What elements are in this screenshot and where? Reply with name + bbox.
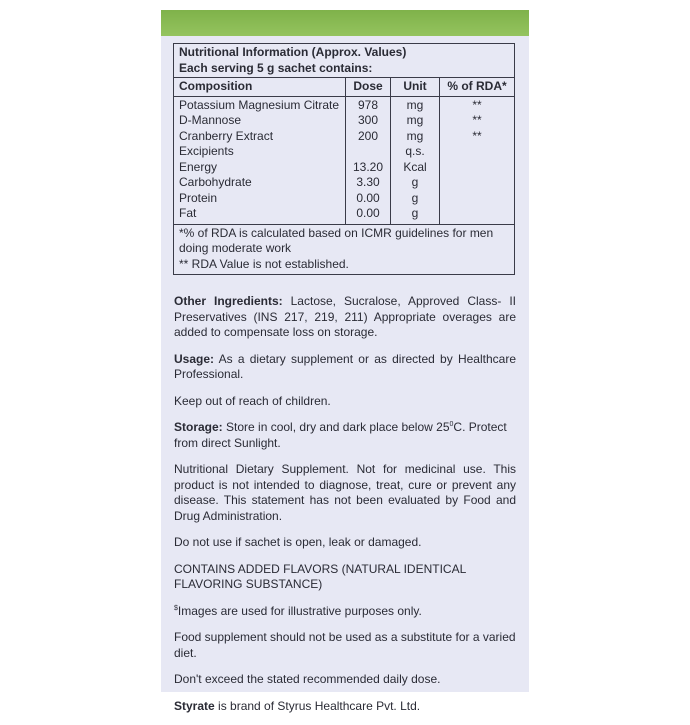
footnote-not-established: ** RDA Value is not established. [179,256,349,271]
cell-unit: mg [390,113,439,129]
sachet-warning: Do not use if sachet is open, leak or damaged. [174,535,422,549]
cell-dose: 0.00 [345,206,390,224]
brand-name: Styrate [174,698,215,713]
usage [174,352,516,383]
table-row [174,113,514,129]
dose-warning: Don't exceed the stated recommended daily dose. [174,672,441,686]
col-dose: Dose [345,78,390,96]
cell-dose: 13.20 [345,160,390,176]
cell-rda [439,175,514,191]
cell-dose: 978 [345,97,390,114]
table-row [174,206,514,224]
cell-rda: ** [439,129,514,145]
cell-composition: Carbohydrate [179,175,252,189]
column-headers [174,78,514,97]
dietary-disclaimer: Nutritional Dietary Supplement. Not for medicinal use. This product is not intended to diagnose, treat, cure or prevent any disease. This statement has not been evaluated by Food and Drug Administration. [174,462,516,523]
images-mark: $ [174,604,178,612]
flavors-statement: CONTAINS ADDED FLAVORS (NATURAL IDENTICAL FLAVORING SUBSTANCE) [174,561,466,591]
storage-label: Storage: [174,420,223,434]
cell-composition: Potassium Magnesium Citrate [179,97,340,112]
cell-unit: Kcal [390,160,439,176]
table-row [174,160,514,176]
cell-rda: ** [439,113,514,129]
col-unit: Unit [390,78,439,96]
footnote-rda: *% of RDA is calculated based on ICMR guidelines for men doing moderate work [179,225,494,255]
keep-away-warning: Keep out of reach of children. [174,393,331,408]
usage-text: As a dietary supplement or as directed by Healthcare Professional. [174,351,516,381]
usage-label: Usage: [174,351,215,366]
storage-text-2: C. Protect from direct Sunlight. [174,420,507,450]
table-footnotes [174,224,514,275]
cell-dose [345,144,390,160]
table-title: Nutritional Information (Approx. Values) [179,45,407,59]
table-row [174,175,514,191]
images-text: Images are used for illustrative purposes only. [177,603,422,618]
degree-mark: 0 [449,421,454,428]
cell-composition: Cranberry Extract [179,128,274,143]
table-row [174,97,514,114]
other-ingredients-text: Lactose, Sucralose, Approved Class- II Preservatives (INS 217, 219, 211) Appropriate overages are added to compensate loss on storage. [174,294,516,339]
label-panel [161,10,529,713]
cell-composition: Fat [179,206,197,220]
table-subtitle: Each serving 5 g sachet contains: [179,60,373,75]
cell-unit: g [390,206,439,224]
brand-statement [174,699,516,715]
col-composition: Composition [179,79,253,93]
green-header-band [161,10,529,36]
brand-text: is brand of Styrus Healthcare Pvt. Ltd. [214,698,421,713]
table-row [174,144,514,160]
cell-dose: 300 [345,113,390,129]
cell-unit: mg [390,129,439,145]
cell-unit: g [390,191,439,207]
other-ingredients-label: Other Ingredients: [174,294,283,308]
col-rda: % of RDA* [439,78,514,96]
other-ingredients [174,294,516,341]
table-header [174,44,514,78]
table-row [174,191,514,207]
cell-composition: Protein [179,190,218,205]
cell-rda [439,144,514,160]
table-row [174,129,514,145]
storage [174,420,516,451]
cell-unit: q.s. [390,144,439,160]
cell-unit: mg [390,97,439,114]
cell-composition: D-Mannose [179,113,242,127]
cell-dose: 3.30 [345,175,390,191]
cell-unit: g [390,175,439,191]
label-text [174,294,516,725]
cell-composition: Energy [179,159,218,174]
cell-dose: 0.00 [345,191,390,207]
cell-rda [439,206,514,224]
food-supplement-note: Food supplement should not be used as a substitute for a varied diet. [174,630,516,660]
table-body [174,97,514,224]
cell-rda [439,160,514,176]
nutrition-table [173,43,515,275]
cell-dose: 200 [345,129,390,145]
cell-rda: ** [439,97,514,114]
images-disclaimer [174,604,516,620]
storage-text-1: Store in cool, dry and dark place below 25 [222,420,450,434]
cell-rda [439,191,514,207]
cell-composition: Excipients [179,144,234,158]
